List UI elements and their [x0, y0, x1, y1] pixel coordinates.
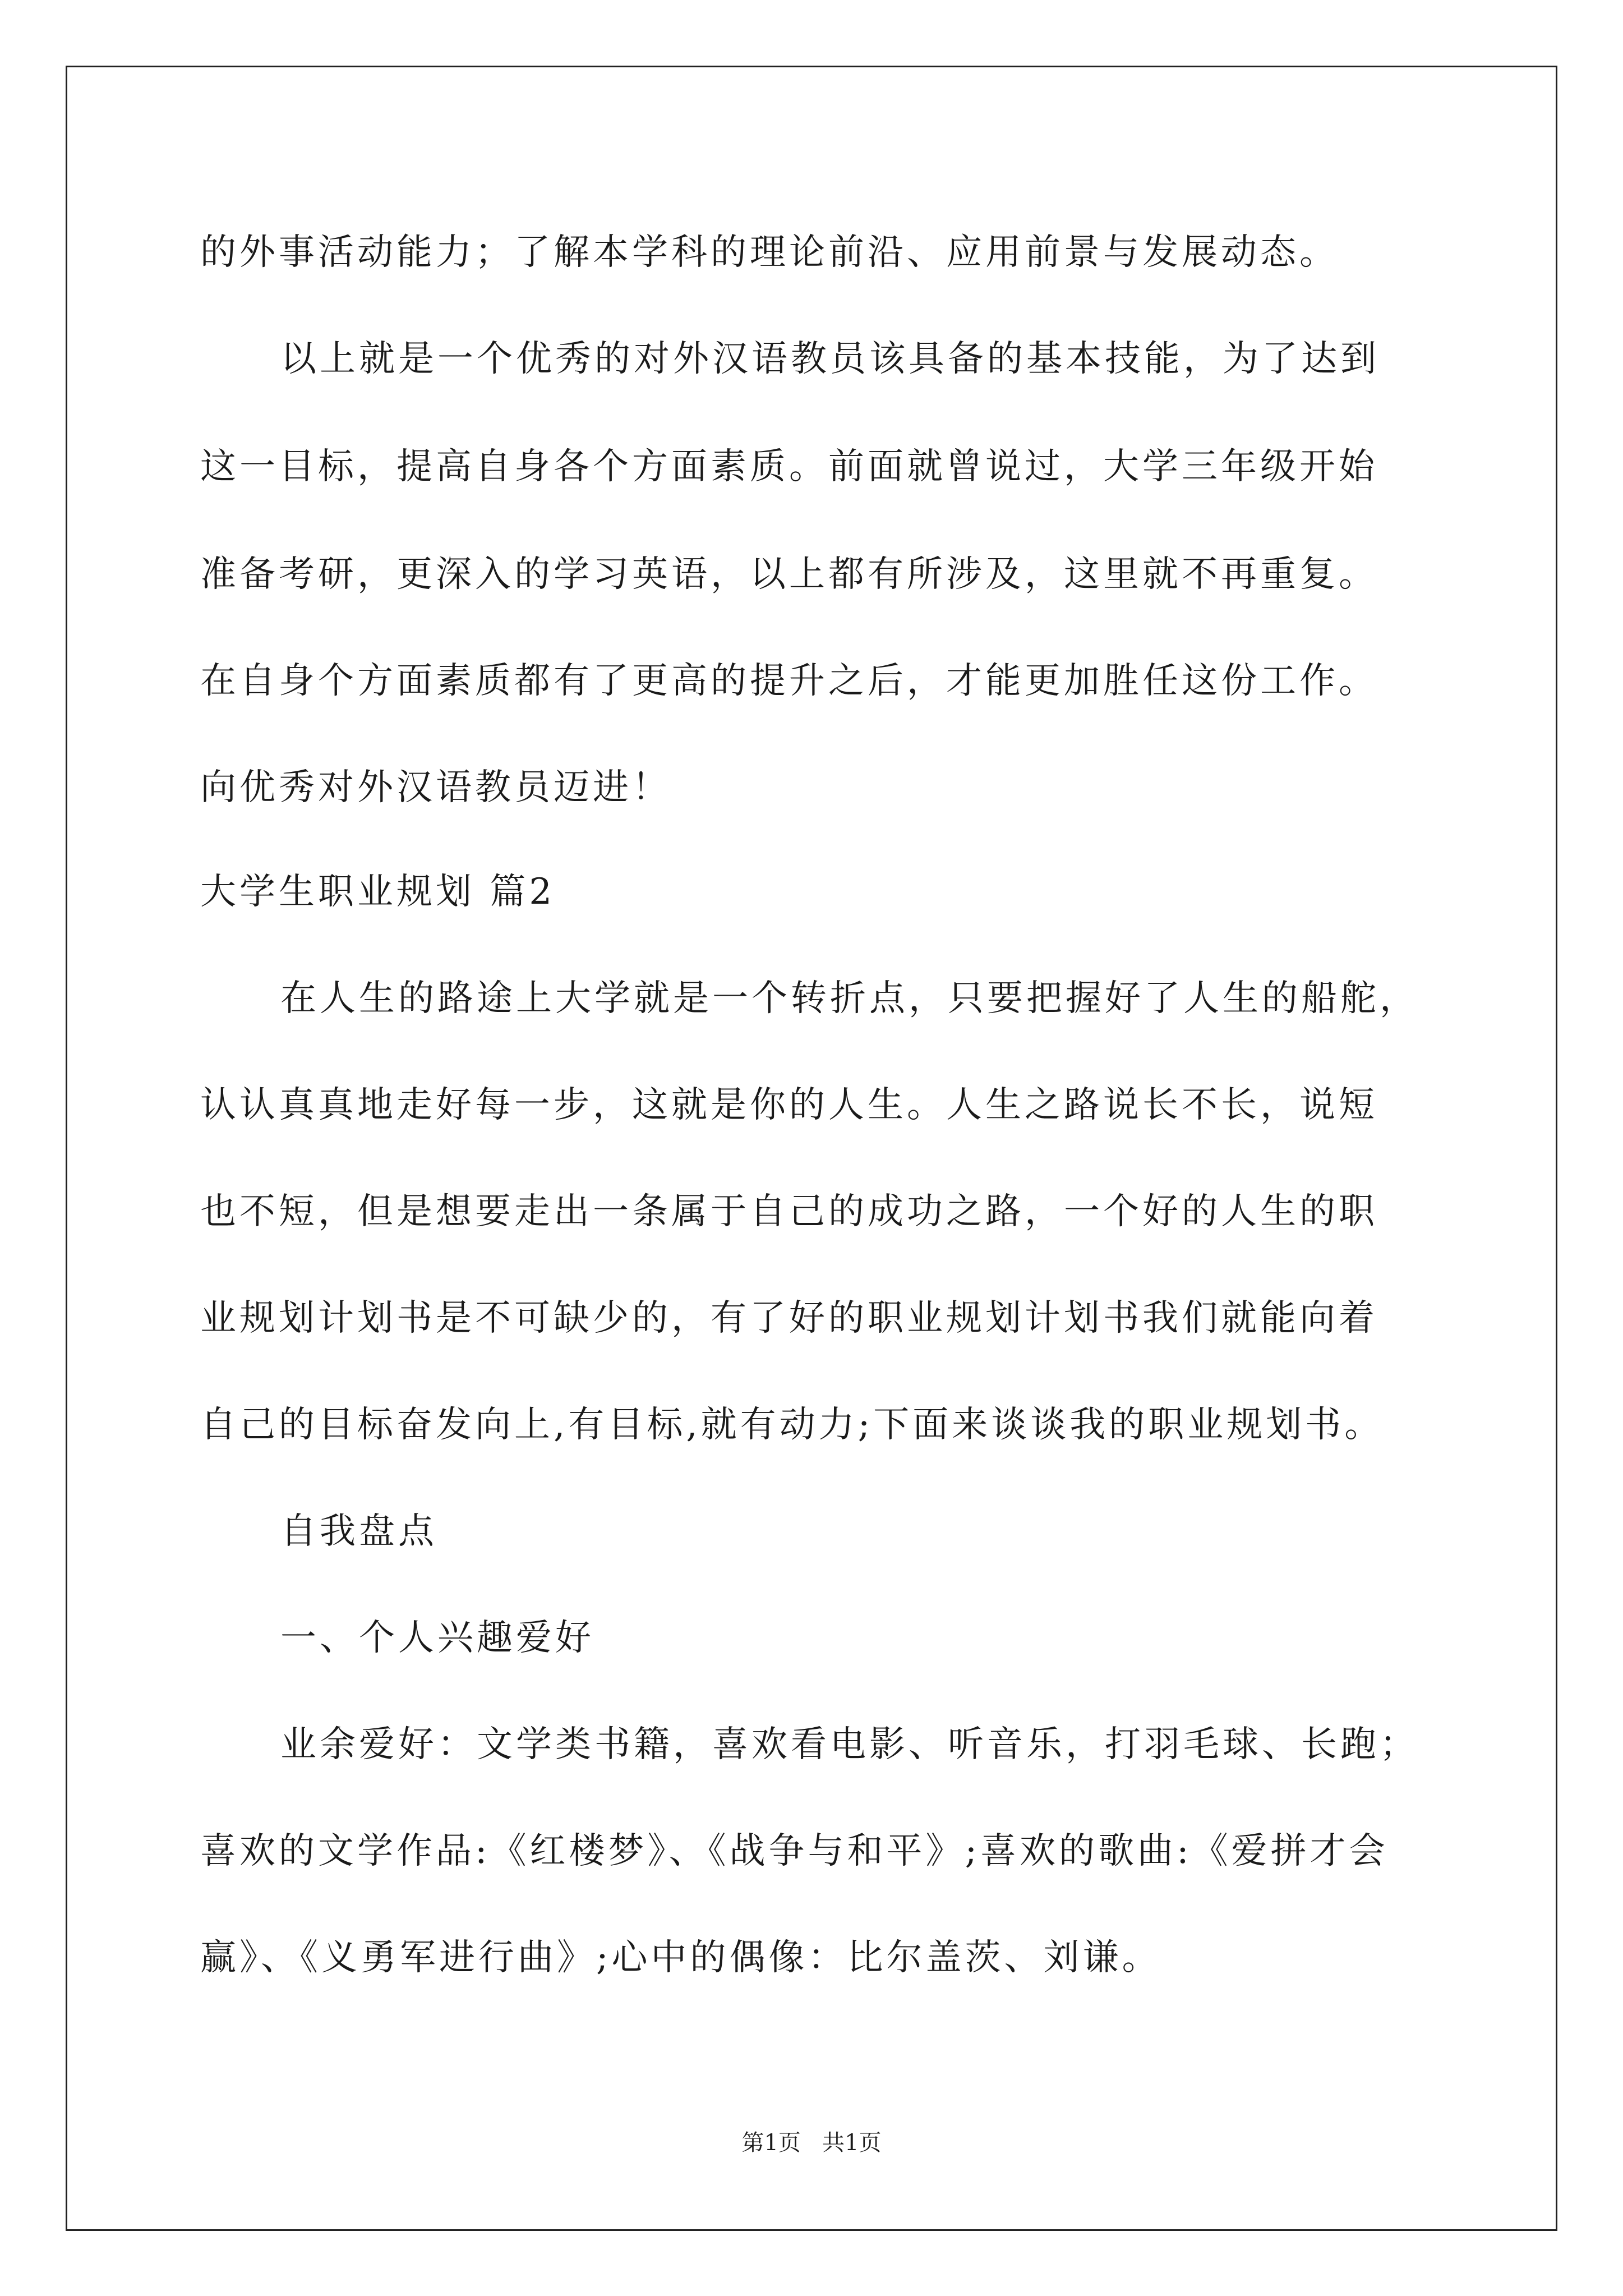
body-line-9: 认认真真地走好每一步，这就是你的人生。人生之路说长不长，说短: [200, 1084, 1378, 1126]
body-line-17: 赢》、《义勇军进行曲》;心中的偶像：比尔盖茨、刘谦。: [200, 1937, 1161, 1978]
body-line-3: 这一目标，提高自身各个方面素质。前面就曾说过，大学三年级开始: [200, 446, 1378, 487]
body-line-16: 喜欢的文学作品:《红楼梦》、《战争与和平》;喜欢的歌曲:《爱拼才会: [200, 1830, 1389, 1872]
body-line-5: 在自身个方面素质都有了更高的提升之后，才能更加胜任这份工作。: [200, 660, 1378, 702]
subheading-self-review: 自我盘点: [280, 1511, 437, 1552]
page-border: [66, 66, 1557, 2231]
subheading-interests: 一、个人兴趣爱好: [280, 1617, 594, 1659]
body-line-10: 也不短，但是想要走出一条属于自己的成功之路，一个好的人生的职: [200, 1191, 1378, 1232]
body-line-15: 业余爱好：文学类书籍，喜欢看电影、听音乐，打羽毛球、长跑；: [280, 1724, 1419, 1765]
body-line-8: 在人生的路途上大学就是一个转折点，只要把握好了人生的船舵，: [280, 978, 1419, 1019]
body-line-11: 业规划计划书是不可缺少的，有了好的职业规划计划书我们就能向着: [200, 1297, 1378, 1339]
page-number-footer: 第1页 共1页: [741, 2130, 882, 2156]
section-heading: 大学生职业规划 篇2: [200, 871, 556, 913]
body-line-1: 的外事活动能力；了解本学科的理论前沿、应用前景与发展动态。: [200, 232, 1339, 273]
body-line-6: 向优秀对外汉语教员迈进！: [200, 767, 671, 808]
body-line-12: 自己的目标奋发向上,有目标,就有动力;下面来谈谈我的职业规划书。: [200, 1404, 1384, 1446]
body-line-2: 以上就是一个优秀的对外汉语教员该具备的基本技能，为了达到: [280, 338, 1380, 380]
body-line-4: 准备考研，更深入的学习英语，以上都有所涉及，这里就不再重复。: [200, 554, 1378, 595]
